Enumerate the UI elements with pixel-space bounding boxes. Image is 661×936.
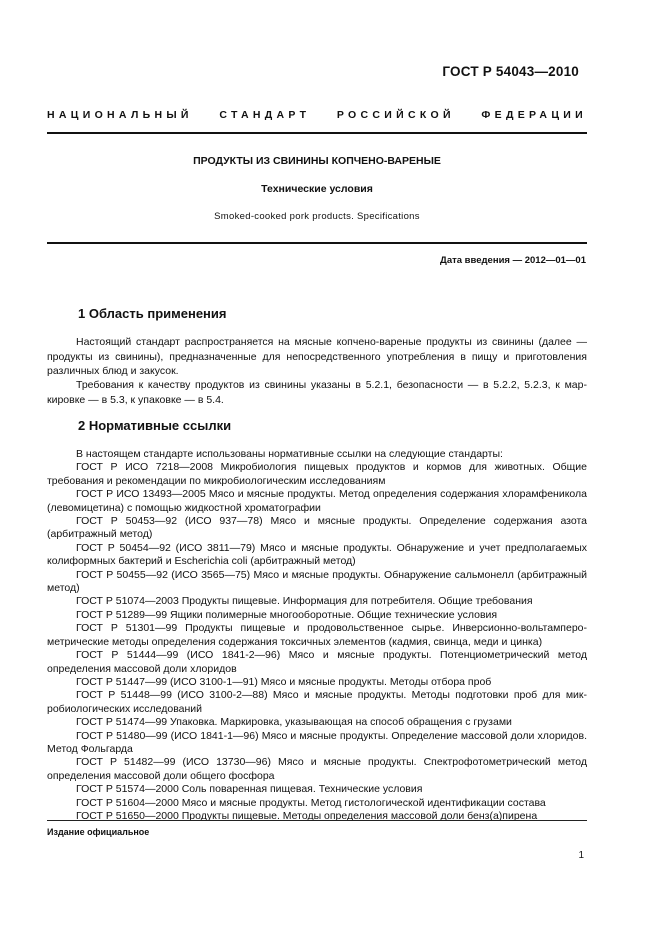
top-divider [47, 132, 587, 134]
document-code: ГОСТ Р 54043—2010 [442, 64, 579, 79]
reference-item: ГОСТ Р 50455—92 (ИСО 3565—75) Мясо и мясные продукты. Обнаружение сальмонелл (арбитражный метод) [47, 568, 587, 595]
document-subtitle: Технические условия [261, 183, 373, 195]
document-title: ПРОДУКТЫ ИЗ СВИНИНЫ КОПЧЕНО-ВАРЕНЫЕ [193, 155, 441, 167]
official-edition-note: Издание официальное [47, 827, 150, 837]
reference-item: ГОСТ Р 50453—92 (ИСО 937—78) Мясо и мясные продукты. Определение содержания азота (арбитражный метод) [47, 515, 587, 541]
reference-item: ГОСТ Р 51074—2003 Продукты пищевые. Информация для потребителя. Общие требования [76, 595, 533, 608]
introduction-date: Дата введения — 2012—01—01 [440, 255, 586, 266]
section-1-paragraph: Требования к качеству продуктов из свинины указаны в 5.2.1, безопасности — в 5.2.2, 5.2.3, к маркировке — в 5.3, к упаковке — в 5.4. [47, 379, 587, 406]
page-number: 1 [578, 850, 584, 861]
section-2-heading: 2 Нормативные ссылки [78, 418, 232, 433]
reference-item: ГОСТ Р 51289—99 Ящики полимерные многооборотные. Общие технические условия [76, 608, 498, 621]
section-1-heading: 1 Область применения [78, 306, 227, 321]
reference-item: ГОСТ Р 51448—99 (ИСО 3100-2—88) Мясо и мясные продукты. Методы подготовки проб для микробиологических исследований [47, 689, 587, 715]
banner-word: РОССИЙСКОЙ [336, 109, 455, 121]
english-title: Smoked-cooked pork products. Specifications [214, 211, 420, 222]
reference-item: ГОСТ Р 51444—99 (ИСО 1841-2—96) Мясо и мясные продукты. Потенциометрический метод определения массовой доли хлоридов [47, 649, 587, 675]
reference-item: ГОСТ Р 51604—2000 Мясо и мясные продукты. Метод гистологической идентификации состава [76, 796, 546, 809]
footer-divider [47, 820, 587, 821]
reference-item: ГОСТ Р ИСО 13493—2005 Мясо и мясные продукты. Метод определения содержания хлорамфеникола (левомицетина) с помощью жидкостной хроматографии [47, 488, 587, 514]
national-standard-banner [47, 109, 587, 121]
reference-item: ГОСТ Р 51474—99 Упаковка. Маркировка, указывающая на способ обращения с грузами [76, 716, 512, 729]
section-1-paragraph: Настоящий стандарт распространяется на мясные копчено-вареные продукты из свинины (далее — продукты из свинины), предназначенные для непосредственного употребления в пищу и приготовления различных блюд и закусок. [47, 336, 587, 377]
reference-item: ГОСТ Р ИСО 7218—2008 Микробиология пищевых продуктов и кормов для животных. Общие требования и рекомендации по микробиологическим исследованиям [47, 461, 587, 487]
banner-word: ФЕДЕРАЦИИ [481, 109, 587, 121]
reference-item: ГОСТ Р 51574—2000 Соль поваренная пищевая. Технические условия [76, 783, 423, 796]
title-divider [47, 242, 587, 244]
reference-item: ГОСТ Р 51301—99 Продукты пищевые и продовольственное сырье. Инверсионно-вольтамперометрические методы определения содержания токсичных элементов (кадмия, свинца, меди и цинка) [47, 622, 587, 648]
reference-item: ГОСТ Р 51650—2000 Продукты пищевые. Методы определения массовой доли бенз(а)пирена [76, 809, 538, 822]
reference-intro: В настоящем стандарте использованы нормативные ссылки на следующие стандарты: [76, 448, 503, 460]
banner-word: НАЦИОНАЛЬНЫЙ [47, 109, 193, 121]
banner-word: СТАНДАРТ [219, 109, 311, 121]
reference-item: ГОСТ Р 51447—99 (ИСО 3100-1—91) Мясо и мясные продукты. Методы отбора проб [76, 675, 492, 688]
reference-item: ГОСТ Р 51482—99 (ИСО 13730—96) Мясо и мясные продукты. Спектрофотометрический метод определения массовой доли общего фосфора [47, 756, 587, 782]
references-list [0, 448, 661, 823]
reference-item: ГОСТ Р 51480—99 (ИСО 1841-1—96) Мясо и мясные продукты. Определение массовой доли хлоридов. Метод Фольгарда [47, 729, 587, 755]
reference-item: ГОСТ Р 50454—92 (ИСО 3811—79) Мясо и мясные продукты. Обнаружение и учет предполагаемых колиформных бактерий и Escherichia coli (арбитражный метод) [47, 541, 587, 568]
